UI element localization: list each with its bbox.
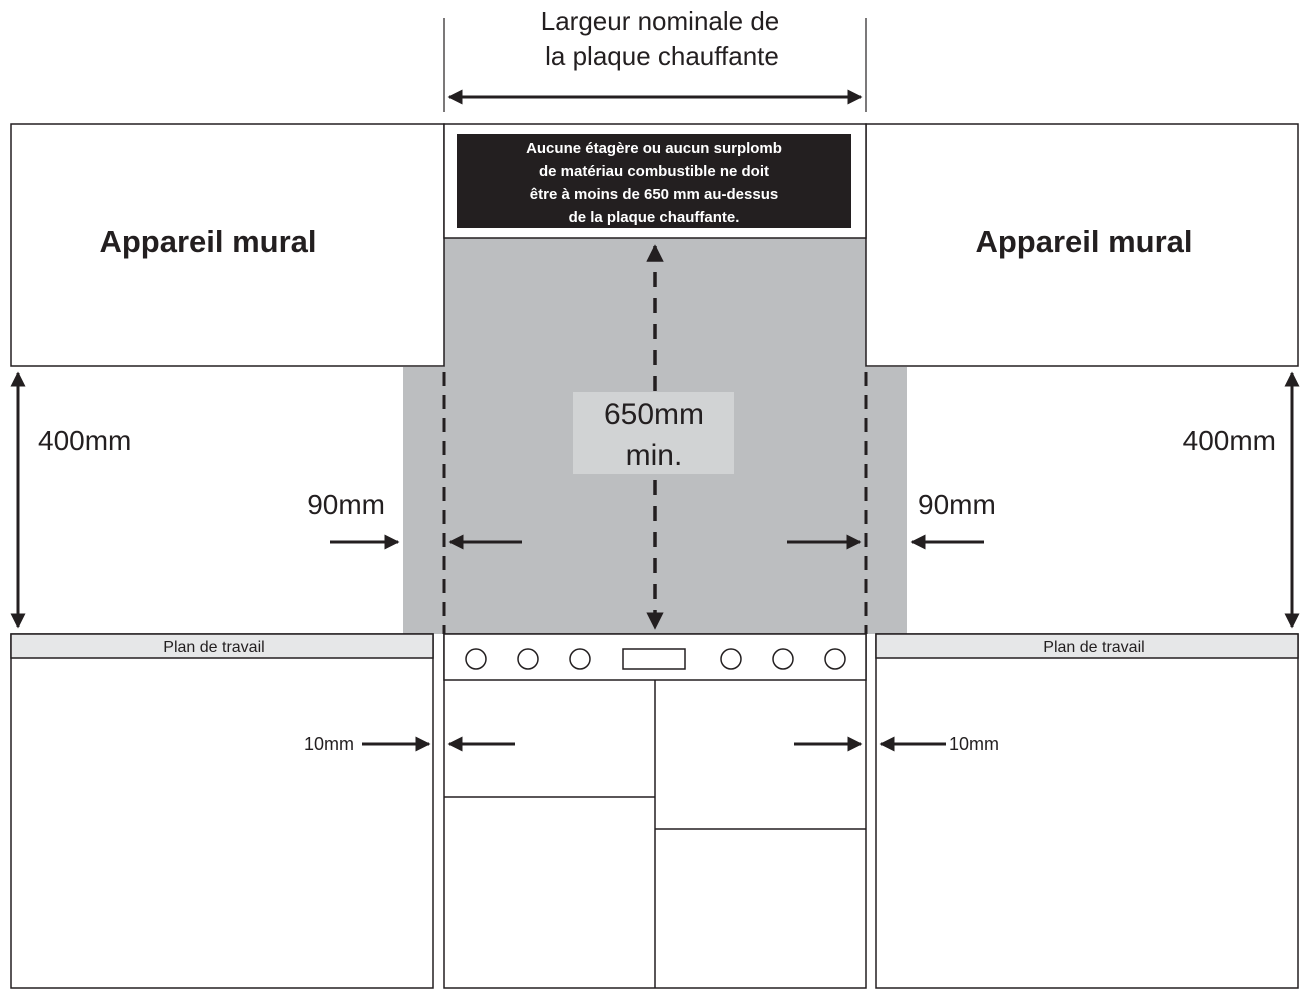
- warning-line2: de matériau combustible ne doit: [538, 163, 770, 180]
- control-knob: [518, 649, 538, 669]
- warning-line4: de la plaque chauffante.: [568, 209, 740, 226]
- control-knob: [773, 649, 793, 669]
- side-gap-left-label: 90mm: [307, 489, 385, 520]
- control-knob: [466, 649, 486, 669]
- base-cabinet-right: [876, 634, 1298, 988]
- wall-unit-right-label: Appareil mural: [975, 224, 1193, 259]
- height-left-label: 400mm: [38, 425, 132, 456]
- display-panel: [623, 649, 685, 669]
- wall-unit-left-label: Appareil mural: [99, 224, 317, 259]
- control-knob: [570, 649, 590, 669]
- cabinet-gap-left-label: 10mm: [303, 734, 354, 754]
- control-knob: [721, 649, 741, 669]
- warning-line3: être à moins de 650 mm au-dessus: [529, 186, 779, 203]
- width-label-line2: la plaque chauffante: [545, 41, 779, 71]
- width-label-line1: Largeur nominale de: [540, 6, 780, 36]
- side-gap-right-label: 90mm: [918, 489, 996, 520]
- height-right-label: 400mm: [1182, 425, 1276, 456]
- clearance-suffix: min.: [625, 439, 683, 472]
- control-knob: [825, 649, 845, 669]
- base-cabinet-left: [11, 634, 433, 988]
- cabinet-gap-right-label: 10mm: [949, 734, 1000, 754]
- worktop-left-label: Plan de travail: [163, 639, 265, 656]
- clearance-value: 650mm: [603, 398, 705, 431]
- warning-line1: Aucune étagère ou aucun surplomb: [526, 140, 782, 157]
- worktop-right-label: Plan de travail: [1043, 639, 1145, 656]
